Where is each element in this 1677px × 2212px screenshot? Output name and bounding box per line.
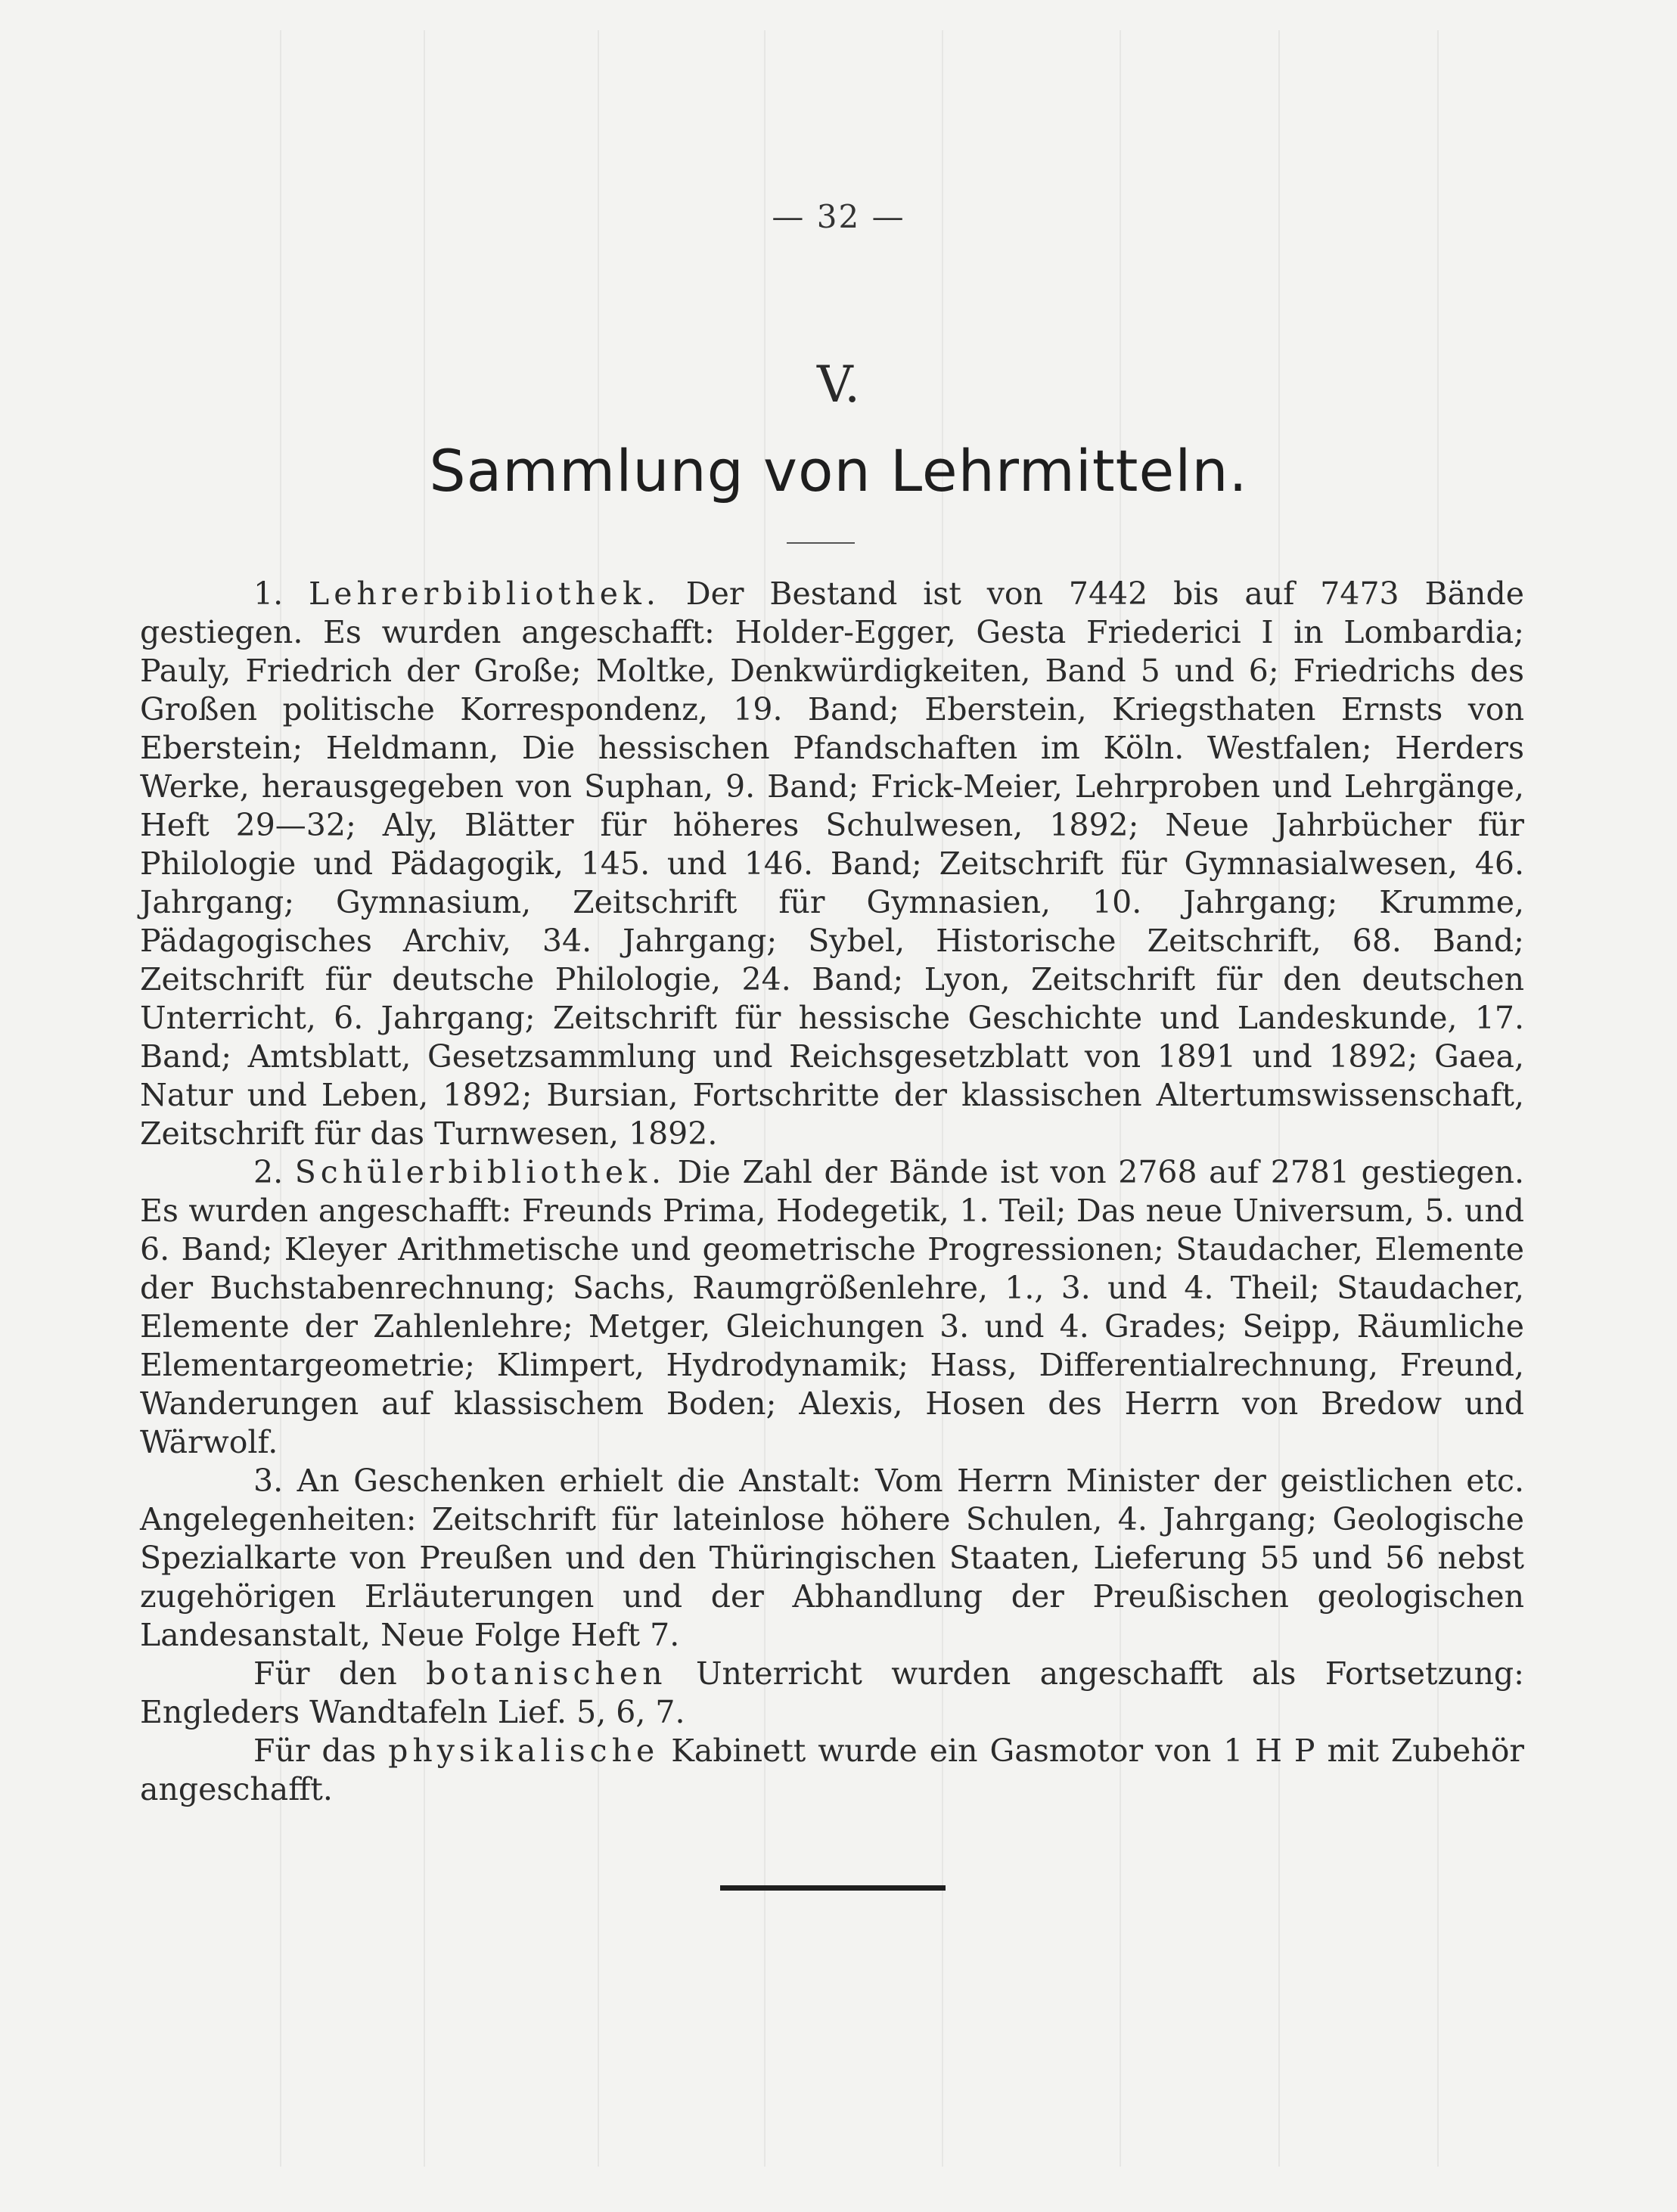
paragraph-text-after: Kabinett wurde ein Gasmotor von 1 H P mit Zubehör angeschafft. — [140, 1733, 1524, 1807]
paragraph-text: Der Bestand ist von 7442 bis auf 7473 Bände gestiegen. Es wurden angeschafft: Holder-Egger, Gesta Friederici I in Lombardia; Pauly, Friedrich der Große; Moltke, Denkwürdigkeiten, Band 5 und 6; Friedrichs des Großen politische Korrespondenz, 19. Band; Eberstein, Kriegsthaten Ernsts von Eberstein; Heldmann, Die hessischen Pfandschaften im Köln. Westfalen; Herders Werke, herausgegeben von Suphan, 9. Band; Frick-Meier, Lehrproben und Lehrgänge, Heft 29—32; Aly, Blätter für höheres Schulwesen, 1892; Neue Jahrbücher für Philologie und Pädagogik, 145. und 146. Band; Zeitschrift für Gymnasialwesen, 46. Jahrgang; Gymnasium, Zeitschrift für Gymnasien, 10. Jahrgang; Krumme, Pädagogisches Archiv, 34. Jahrgang; Sybel, Historische Zeitschrift, 68. Band; Zeitschrift für deutsche Philologie, 24. Band; Lyon, Zeitschrift für den deutschen Unterricht, 6. Jahrgang; Zeitschrift für hessische Geschichte und Landeskunde, 17. Band; Amtsblatt, Gesetzsammlung und Reichsgesetzblatt von 1891 und 1892; Gaea, Natur und Leben, 1892; Bursian, Fortschritte der klassischen Altertumswissenschaft, Zeitschrift für das Turnwesen, 1892. — [140, 575, 1524, 1152]
paragraph-teacher-library — [140, 575, 1524, 1153]
paragraph-keyword: physikalische — [388, 1733, 660, 1769]
paragraph-text: Die Zahl der Bände ist von 2768 auf 2781 gestiegen. Es wurden angeschafft: Freunds Prima, Hodegetik, 1. Teil; Das neue Universum, 5. und 6. Band; Kleyer Arithmetische und geometrische Progressionen; Staudacher, Elemente der Buchstabenrechnung; Sachs, Raumgrößenlehre, 1., 3. und 4. Theil; Staudacher, Elemente der Zahlenlehre; Metger, Gleichungen 3. und 4. Grades; Seipp, Räumliche Elementargeometrie; Klimpert, Hydrodynamik; Hass, Differentialrechnung, Freund, Wanderungen auf klassischem Boden; Alexis, Hosen des Herrn von Bredow und Wärwolf. — [140, 1154, 1524, 1460]
end-divider — [720, 1885, 946, 1891]
paragraph-gifts — [140, 1462, 1524, 1655]
paragraph-botany — [140, 1655, 1524, 1732]
paragraph-text-before: Für den — [253, 1655, 397, 1692]
page-number: — 32 — — [772, 198, 905, 235]
paragraph-physics — [140, 1732, 1524, 1809]
paragraph-keyword: Schülerbibliothek. — [294, 1154, 666, 1190]
section-title: Sammlung von Lehrmitteln. — [429, 437, 1248, 504]
paragraph-number: 2. — [253, 1154, 284, 1190]
paragraph-number: 1. — [253, 575, 284, 612]
paragraph-number: 3. — [253, 1463, 284, 1499]
title-divider — [787, 542, 855, 544]
chapter-numeral: V. — [816, 355, 861, 414]
paragraph-student-library — [140, 1153, 1524, 1462]
paragraph-text-after: Unterricht wurden angeschafft als Fortsetzung: Engleders Wandtafeln Lief. 5, 6, 7. — [140, 1655, 1524, 1730]
paragraph-keyword: botanischen — [426, 1655, 667, 1692]
paragraph-keyword: Lehrerbibliothek. — [309, 575, 660, 612]
paragraph-text-before: Für das — [253, 1733, 377, 1769]
paragraph-text: An Geschenken erhielt die Anstalt: Vom Herrn Minister der geistlichen etc. Angelegenheiten: Zeitschrift für lateinlose höhere Schulen, 4. Jahrgang; Geologische Spezialkarte von Preußen und den Thüringischen Staaten, Lieferung 55 und 56 nebst zugehörigen Erläuterungen und der Abhandlung der Preußischen geologischen Landesanstalt, Neue Folge Heft 7. — [140, 1463, 1524, 1653]
body-text — [140, 575, 1524, 1809]
